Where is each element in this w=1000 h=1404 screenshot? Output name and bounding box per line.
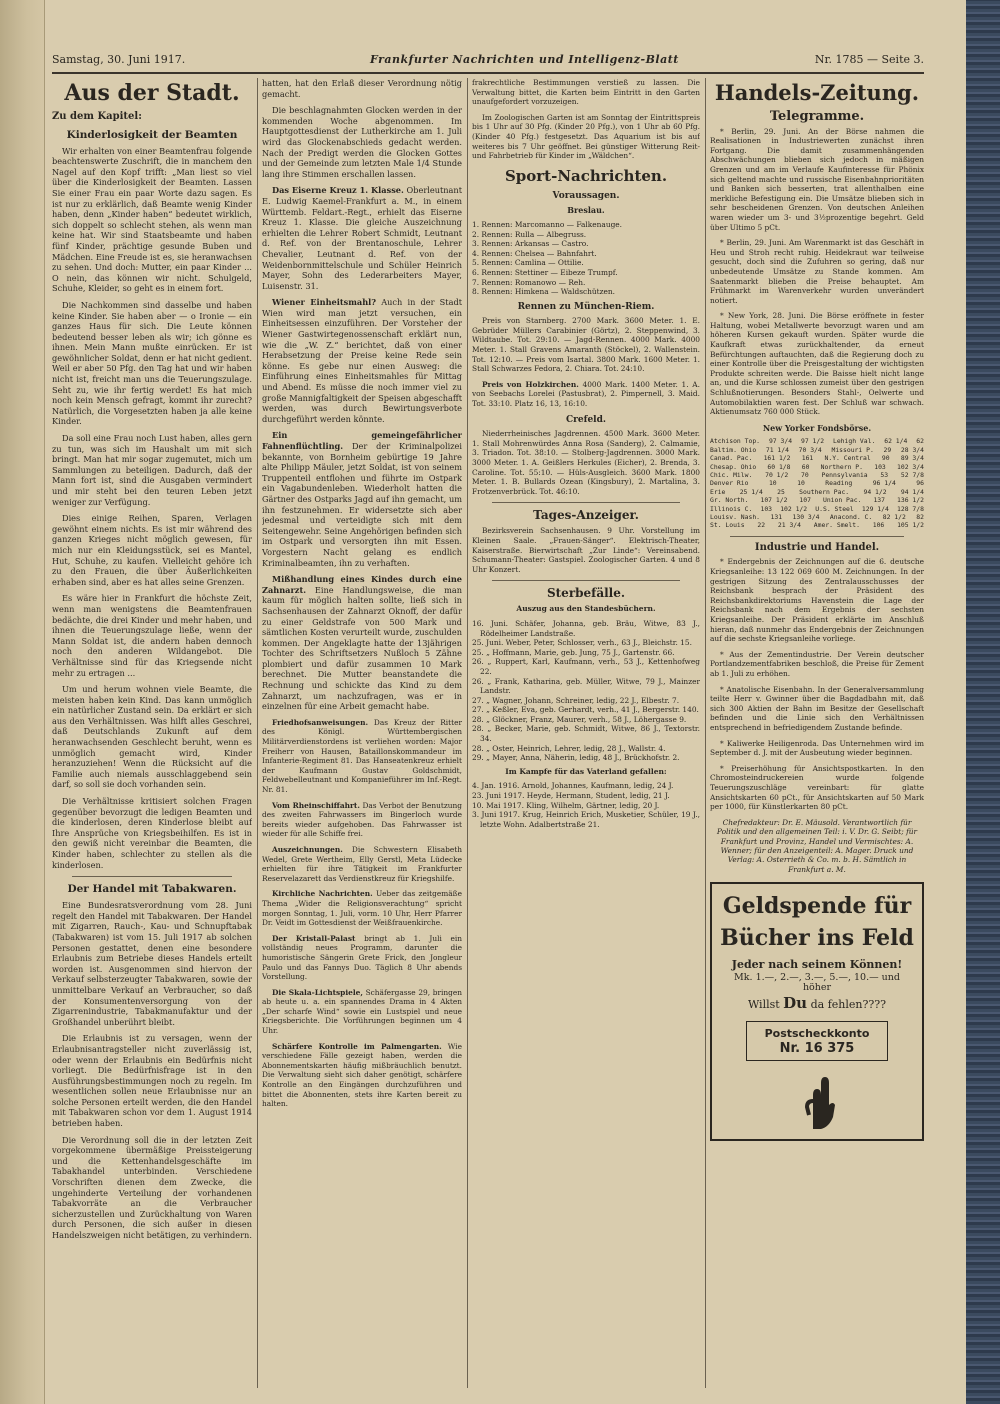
stock-quote-cell: St. Louis xyxy=(710,521,745,530)
race-tip-item: 5. Rennen: Camlina — Ottilie. xyxy=(472,258,584,268)
advertisement-book-donation xyxy=(710,882,924,1141)
article-text: Die Schwestern Elisabeth Wedel, Grete Wertheim, Elly Gerstl, Meta Lüdecke erhielten für ihre Tätigkeit im Frankfurter Reservelazarett das Verdienstkreuz für Kriegshilfe. xyxy=(262,844,462,883)
article-run-in-head: Kirchliche Nachrichten. xyxy=(272,889,373,899)
race-tips-list xyxy=(472,220,700,297)
race-tip-item: 3. Rennen: Arkansas — Castro. xyxy=(472,239,589,249)
article-paragraph: Dies einige Reihen, Sparen, Verlagen gewöhnt einem nichts. Es ist mir während des ganzen Krieges nicht möglich gewesen, für mich nur ein Kleidungsstück, sei es Mantel, Hut, Schuhe, zu kaufen. Vielleicht gehöre ich zu den Frauen, die über Äußerlichkeiten erhaben sind, aber es hat alles seine Grenzen. xyxy=(52,513,252,587)
stock-quote-cell: 60 xyxy=(801,462,810,471)
stock-quote-row xyxy=(710,488,924,496)
stock-quote-cell: 25 1/4 xyxy=(739,487,763,496)
page-header xyxy=(52,50,924,74)
fallen-soldiers-list xyxy=(472,781,700,829)
stock-quote-cell: 96 xyxy=(916,479,924,488)
book-binding xyxy=(966,0,1000,1404)
ad-headline: Geldspende für xyxy=(722,893,912,920)
stock-quote-cell: Gr. North. xyxy=(710,496,749,505)
stock-quote-cell: Amer. Smelt. xyxy=(813,521,860,530)
ad-question-pre: Willst xyxy=(747,997,780,1011)
stock-quote-row xyxy=(710,437,924,445)
stock-quote-cell: 136 1/2 xyxy=(897,496,924,505)
stock-quote-cell: Union Pac. xyxy=(822,496,862,505)
column-rule xyxy=(467,78,468,1388)
stock-quote-cell: 106 xyxy=(872,521,885,530)
stock-quote-cell: N.Y. Central xyxy=(824,454,871,463)
stock-quote-cell: 131 xyxy=(770,513,783,522)
column-3 xyxy=(472,78,700,1388)
stock-quote-cell: 102 1/2 xyxy=(780,504,808,513)
article-text: Oberleutnant E. Ludwig Kaemel-Frankfurt a. M., in einem Württemb. Feldart.-Regt., erhielt das Eiserne Kreuz 1. Klasse. Die gleiche Auszeichnung erhielten die Lehrer Robert Schmidt, Leutnant d. Ref. von der Brentanoschule, Lehrer Chevalier, Leutnant d. Ref. von der Weidenbornmittelschule und Schüler Heinrich Mayer, Sohn des Lederarbeiters Mayer, Luisenstr. 31. xyxy=(262,185,462,291)
stock-quote-cell: Pennsylvania xyxy=(821,471,868,480)
stock-quote-cell: 62 1/4 xyxy=(884,437,908,446)
article-run-in-head: Vom Rheinschiffahrt. xyxy=(272,800,360,810)
subsection-title: Voraussagen. xyxy=(552,190,620,201)
article-paragraph xyxy=(262,574,462,712)
page-fold-edge xyxy=(0,0,45,1404)
death-notice-item: 27. „ Keßler, Eva, geb. Gerhardt, verh., 41 J., Bergerstr. 140. xyxy=(472,705,699,715)
article-run-in-head: Friedhofsanweisungen. xyxy=(272,717,369,727)
article-paragraph xyxy=(262,718,462,795)
race-tip-item: 4. Rennen: Chelsea — Bahnfahrt. xyxy=(472,248,597,258)
article-paragraph: Die beschlagnahmten Glocken werden in der kommenden Woche abgenommen. Im Hauptgottesdienst der Lutherkirche am 1. Juli wird das Glockenabschieds gedacht werden. Nach der Predigt werden die Glocken Gottes und der Gemeinde zum letzten Male 1/4 Stunde lang ihre Stimmen erschallen lassen. xyxy=(262,105,462,179)
article-paragraph xyxy=(262,185,462,291)
stock-quote-cell: Denver Rio xyxy=(710,479,749,488)
article-paragraph: * Preiserhöhung für Ansichtspostkarten. In den Chromosteindruckereien wurde folgende Teuerungszuschläge vereinbart: für glatte Ansichtskarten 60 pCt., für Ansichtskarten auf 50 Mark per 1000, für Künstlerkarten 80 pCt. xyxy=(710,763,924,812)
stock-quote-cell: 25 xyxy=(777,487,785,496)
stock-quote-cell: Atchison Top. xyxy=(710,437,761,446)
stock-quote-cell: Erie xyxy=(710,487,726,496)
subsection-title: Auszug aus den Standesbüchern. xyxy=(516,604,656,614)
stock-quote-cell: 82 1/2 xyxy=(882,513,906,522)
stock-quote-cell: Chic. Milw. xyxy=(710,471,753,480)
section-title-sport: Sport-Nachrichten. xyxy=(504,166,668,185)
stock-quote-cell: 103 xyxy=(874,462,886,471)
section-title-tages: Tages-Anzeiger. xyxy=(533,508,639,523)
article-paragraph: * New York, 28. Juni. Die Börse eröffnete in fester Haltung, wobei Metallwerte bevorzugt waren und am höheren Kursen gekauft wurden. Später wurde die Kaufkraft etwas zurückhaltender, da erneut Befürchtungen auftauchten, daß die Regierung doch zu einer Kontrolle über die Preisgestaltung der wichtigsten Produkte schreiten werde. Die Baisse hielt nicht lange an, und die Kurse schlossen zumeist über den gestrigen Schlußnotierungen. Besonders Stahl-, Oelwerte und Automobilaktien waren fest. Der Schluß war schwach. Aktienumsatz 760 000 Stück. xyxy=(710,311,924,417)
race-tip-item: 2. Rennen: Rulla — Albegruss. xyxy=(472,229,587,239)
stock-quote-cell: 21 3/4 xyxy=(777,521,801,530)
section-title-sterbe: Sterbefälle. xyxy=(546,586,626,601)
article-paragraph xyxy=(262,845,462,883)
stock-quote-row xyxy=(710,521,924,529)
subsection-place: Breslau. xyxy=(567,205,605,216)
article-paragraph: Im Zoologischen Garten ist am Sonntag der Eintrittspreis bis 1 Uhr auf 30 Pfg. (Kinder 20 Pfg.), von 1 Uhr ab 60 Pfg. (Kinder 40 Pfg.) festgesetzt. Das Aquarium ist bis auf weiteres bis 7 Uhr geöffnet. Bei günstiger Witterung Reit- und Fahrbetrieb für Kinder im „Wäldchen“. xyxy=(472,112,700,161)
stock-quote-row xyxy=(710,463,924,471)
article-headline: Kinderlosigkeit der Beamten xyxy=(66,128,238,141)
pointing-hand-icon xyxy=(787,1071,847,1131)
article-paragraph: frakrechtliche Bestimmungen verstieß zu lassen. Die Verwaltung bittet, die Karten beim Eintritt in den Garten unaufgefordert vorzuzeigen. xyxy=(472,78,700,107)
fallen-soldier-item: 3. Juni 1917. Krug, Heinrich Erich, Musketier, Schüler, 19 J., letzte Wohn. Adalbertstraße 21. xyxy=(472,810,700,829)
fallen-soldier-item: 4. Jan. 1916. Arnold, Johannes, Kaufmann, ledig, 24 J. xyxy=(472,781,674,791)
stock-quote-cell: 60 1/8 xyxy=(767,462,791,471)
stock-quote-cell: 103 xyxy=(760,504,773,513)
stock-quote-cell: 22 xyxy=(757,521,766,530)
stock-quote-cell: Missouri P. xyxy=(831,445,874,454)
subsection-title: Im Kampfe für das Vaterland gefallen: xyxy=(505,766,667,776)
column-1 xyxy=(52,78,252,1388)
death-notice-item: 29. „ Mayer, Anna, Näherin, ledig, 48 J., Brückhofstr. 2. xyxy=(472,753,680,763)
article-paragraph: Wir erhalten von einer Beamtenfrau folgende beachtenswerte Zuschrift, die in manchem den Nagel auf den Kopf trifft: „Man liest so viel über die Kinderlosigkeit der Beamten. Lassen Sie einer Frau ein paar Worte dazu sagen. Es ist nur zu erklärlich, daß Beamte wenig Kinder haben, denn „Kinder haben“ bedeutet wirklich, sich doppelt so schlecht stehen, als wenn man keine hat. Wir sind Staatsbeamte und haben fünf Kinder, prächtige gesunde Buben und Mädchen. Eine Freude ist es, sie heranwachsen zu sehen. Und doch: Mutter, ein paar Kinder ... O nein, das können wir nicht. Schulgeld, Schuhe, Kleider, so geht es in einem fort. xyxy=(52,145,252,294)
death-notice-item: 28. „ Glöckner, Franz, Maurer, verh., 58 J., Löhergasse 9. xyxy=(472,714,687,724)
ad-question-post: da fehlen???? xyxy=(810,997,887,1011)
stock-quote-cell: 70 xyxy=(800,471,809,480)
race-tip-item: 8. Rennen: Himkena — Waldschützen. xyxy=(472,287,616,297)
stock-quote-cell: 82 xyxy=(916,513,924,522)
race-results xyxy=(472,380,700,409)
article-text: Ueber das zeitgemäße Thema „Wider die Religionsverachtung“ spricht morgen Sonntag, 1. Juli, vorm. 10 Uhr, Herr Pfarrer Dr. Veidt im Gottesdienst der Weißfrauenkirche. xyxy=(262,889,462,928)
article-paragraph xyxy=(262,934,462,982)
divider xyxy=(492,580,680,581)
stock-quote-cell: 107 xyxy=(799,496,811,505)
stock-quote-cell: 71 1/4 xyxy=(765,445,789,454)
stock-quote-cell: 107 1/2 xyxy=(760,496,788,505)
article-run-in-head: Ein gemeingefährlicher Fahnenflüchtling. xyxy=(262,430,462,451)
stock-quote-cell: Southern Pac. xyxy=(799,487,850,496)
daily-listings: Bezirksverein Sachsenhausen. 9 Uhr. Vorstellung im Kleinen Saale. „Frauen-Sänger“. Elektrisch-Theater, Kaiserstraße. Bierwirtschaft „Zur Linde“: Vereinsabend. Schumann-Theater: Gastspiel. Zoologischer Garten. 4 und 8 Uhr Konzert. xyxy=(472,526,700,574)
stock-quote-cell: U.S. Steel xyxy=(815,504,854,513)
article-paragraph xyxy=(262,889,462,927)
stock-quote-cell: 29 xyxy=(883,445,892,454)
death-notice-item: 28. „ Oster, Heinrich, Lehrer, ledig, 28 J., Wallstr. 4. xyxy=(472,743,666,753)
race-name: Preis von Holzkirchen. xyxy=(482,379,579,389)
stock-quote-row xyxy=(710,513,924,521)
stock-quote-cell: 102 3/4 xyxy=(897,462,924,471)
death-notice-item: 26. „ Frank, Katharina, geb. Müller, Witwe, 79 J., Mainzer Landstr. xyxy=(472,676,700,696)
stock-quote-cell: Canad. Pac. xyxy=(710,454,753,463)
stock-quote-cell: Reading xyxy=(825,479,853,488)
article-text: Der der Kriminalpolizei bekannte, von Bornheim gebürtige 19 Jahre alte Philipp Mäuler, jetzt Soldat, ist von seinem Truppenteil entflohen und führte im Ostpark ein Vagabundenleben. Wiederholt hatten die Gärtner des Ostparks Jagd auf ihn gemacht, um ihn festzunehmen. Er widersetzte sich aber jedesmal und verteidigte sich mit dem Seitengewehr. Seine Angehörigen befinden sich im Ostpark und versorgten ihn mit Essen. Vorgestern Nacht gelang es endlich Kriminalbeamten, ihn zu verhaften. xyxy=(262,441,462,568)
ad-question xyxy=(720,993,914,1012)
race-tip-item: 1. Rennen: Marcomanno — Falkenauge. xyxy=(472,219,623,229)
article-paragraph xyxy=(262,801,462,839)
ad-amounts: Mk. 1.—, 2.—, 3.—, 5.—, 10.— und höher xyxy=(734,971,900,994)
stock-quote-cell: Anacond. C. xyxy=(829,513,873,522)
death-notice-item: 16. Juni. Schäfer, Johanna, geb. Bräu, Witwe, 83 J., Rödelheimer Landstraße. xyxy=(472,618,700,638)
article-run-in-head: Schärfere Kontrolle im Palmengarten. xyxy=(272,1041,442,1051)
ad-question-emphasis: Du xyxy=(783,993,808,1012)
divider xyxy=(72,876,232,877)
article-paragraph: Die Nachkommen sind dasselbe und haben keine Kinder. Sie haben aber — o Ironie — ein ganzes Haus für sich. Die Leute können bedeutend besser leben als wir; ich gönne es ihnen. Mein Mann mußte einrücken. Er ist gewöhnlicher Soldat, denn er hat nicht gedient. Weil er aber 50 Pfg. den Tag hat und wir haben nicht ist, freicht man uns die Teuerungszulage. Seht zu, wie ihr fertig werdet! Es hat mich noch kein Mensch gefragt, kommt ihr zurecht? Natürlich, die Vorgesetzten haben ja alle keine Kinder. xyxy=(52,299,252,427)
stock-quote-cell: 52 7/8 xyxy=(900,471,924,480)
article-paragraph: Die Verhältnisse kritisiert solchen Fragen gegenüber bevorzugt die ledigen Beamten und die kinderlosen, deren Kinderlose bleibt auf Ihre Ansprüche von Kriegsbeihilfen. Es ist in den gewiß nicht vereinbar die Beamten, die Kinder haben, schlechter zu stellen als die kinderlosen. xyxy=(52,796,252,870)
stock-quote-cell: 28 3/4 xyxy=(900,445,924,454)
stock-quote-cell: 97 1/2 xyxy=(800,437,825,446)
subsection-title: Telegramme. xyxy=(769,109,865,124)
ad-account-box xyxy=(746,1021,889,1061)
stock-quote-cell: Baltim. Ohio xyxy=(710,445,757,454)
divider xyxy=(492,502,680,503)
stock-quote-cell: Lehigh Val. xyxy=(832,437,876,446)
death-notice-item: 28. „ Becker, Marie, geb. Schmidt, Witwe, 86 J., Textorstr. 34. xyxy=(472,724,700,744)
article-paragraph: * Berlin, 29. Juni. An der Börse nahmen die Realisationen in Industriewerten zunächst ihren Fortgang. Die damit zusammenhängenden Abschwächungen blieben sich jedoch in mäßigen Grenzen und am im Verlaufe Kaufinteresse für Phönix sich geltend machte und russische Eisenbahnprioritäten und Banken sich besserten, trat allenthalben eine merkliche Befestigung ein. Die Umsätze blieben sich in sehr bescheidenen Grenzen. Von deutschen Anleihen waren wieder um 3- und 3½prozentige begehrt. Geld über Ultimo 5 pCt. xyxy=(710,126,924,232)
article-paragraph: hatten, hat den Erlaß dieser Verordnung nötig gemacht. xyxy=(262,78,462,99)
stock-quote-cell: 62 xyxy=(916,437,924,446)
article-text: Eine Handlungsweise, die man kaum für möglich halten sollte, ließ sich in Sachsenhausen der Zahnarzt Oknoff, der dafür zu einer Geldstrafe von 500 Mark und sämtlichen Kosten verurteilt wurde, zuschulden kommen. Der Angeklagte hatte der 13jährigen Tochter des Schriftsetzers Nußloch 5 Zähne plombiert und dafür zusammen 10 Mark berechnet. Die Mutter beanstandete die Rechnung und schickte das Kind zu dem Zahnarzt, um nachzufragen, was er in einzelnen für eine Arbeit gemacht habe. xyxy=(262,584,462,712)
article-paragraph xyxy=(262,297,462,424)
article-paragraph xyxy=(262,430,462,568)
stock-quote-cell: 130 3/4 xyxy=(792,513,820,522)
stock-quote-cell: 129 1/4 xyxy=(861,504,889,513)
race-tip-item: 7. Rennen: Romanowo — Reh. xyxy=(472,277,586,287)
article-paragraph: * Aus der Zementindustrie. Der Verein deutscher Portlandzementfabriken beschloß, die Preise für Zement ab 1. Juli zu erhöhen. xyxy=(710,649,924,678)
article-run-in-head: Mißhandlung eines Kindes durch eine Zahnarzt. xyxy=(262,574,462,595)
stock-quote-cell: 96 1/4 xyxy=(872,479,896,488)
column-4 xyxy=(710,78,924,1388)
article-text: Das Verbot der Benutzung des zweiten Fahrwassers im Bingerloch wurde bereits wieder aufgehoben. Das Fahrwasser ist wieder für alle Schiffe frei. xyxy=(262,800,462,839)
article-paragraph: Die Erlaubnis ist zu versagen, wenn der Erlaubnisantragsteller nicht zuverlässig ist, oder wenn der Erlaubnis ein Bedürfnis nicht vorliegt. Die Bedürfnisfrage ist in den Ausführungsbestimmungen noch zu regeln. Im wesentlichen sollen neue Erlaubnisse nur an solche Personen erteilt werden, die den Handel mit Tabakwaren schon vor dem 1. August 1914 betrieben haben. xyxy=(52,1033,252,1129)
stock-quote-cell: 128 7/8 xyxy=(897,504,924,513)
stock-quote-row xyxy=(710,454,924,462)
article-paragraph: Die Verordnung soll die in der letzten Zeit vorgekommene übermäßige Preissteigerung und die Kettenhandelsgeschäfte im Tabakhandel unterbinden. Verschiedene Vorschriften dienen dem Zwecke, die ungehinderte Verteilung der vorhandenen Tabakvorräte an die Verbraucher sicherzustellen und Zurückhaltung von Waren durch Personen, die sich außer in diesen Handelszweigen nicht betätigen, zu verhindern. xyxy=(52,1134,252,1240)
article-paragraph: * Anatolische Eisenbahn. In der Generalversammlung teilte Herr v. Gwinner über die Bagdadbahn mit, daß sich 300 Aktien der Bahn im Besitze der Gesellschaft befinden und die Linie sich den Verhältnissen entsprechend in befriedigendem Zustande befinde. xyxy=(710,684,924,732)
race-results: Niederrheinisches Jagdrennen. 4500 Mark. 3600 Meter. 1. Stall Mohrenwürdes Anna Rosa (Sanderg), 2. Calmamie, 3. Triadon. Tot. 38:10. — Stolberg-Jagdrennen. 3000 Mark. 3000 Meter. 1. A. Geißlers Herkules (Eicher), 2. Brenda, 3. Caroline. Tot. 55:10. — Hüls-Ausgleich. 3600 Mark. 1800 Meter. 1. B. Bullards Ozean (Kingsbury), 2. Martalina, 3. Frotzenverbrück. Tot. 46:10. xyxy=(472,429,700,496)
stock-quote-cell: 90 xyxy=(881,454,890,463)
stock-quote-cell: 89 3/4 xyxy=(900,454,924,463)
stock-quote-row xyxy=(710,479,924,487)
section-title-stadt: Aus der Stadt. xyxy=(64,80,240,106)
stock-quote-cell: 10 xyxy=(797,479,805,488)
stock-quote-cell: 105 1/2 xyxy=(897,521,924,530)
ad-headline: Bücher ins Feld xyxy=(720,925,914,952)
stock-quote-cell: 53 xyxy=(880,471,889,480)
article-paragraph: Da soll eine Frau noch Lust haben, alles gern zu tun, was sich im Haushalt um mit sich bringt. Man hat mir sogar zugemutet, mich um Sammlungen zu beteiligen. Dadurch, daß der Mann fort ist, sind die Ausgaben vermindert und mir steht bei den teuren Leben jetzt weniger zur Verfügung. xyxy=(52,433,252,507)
article-text: bringt ab 1. Juli ein vollständig neues Programm, darunter die humoristische Sängerin Grete Frick, den Jongleur Paulo und das Fannys Duo. Täglich 8 Uhr abends Vorstellung. xyxy=(262,933,462,982)
article-paragraph xyxy=(262,988,462,1036)
article-paragraph: * Berlin, 29. Juni. Am Warenmarkt ist das Geschäft in Heu und Stroh recht ruhig. Heidekraut war teilweise gesucht, doch sind die Zufuhren so gering, daß nur unbedeutende Umsätze zu Stande kommen. Am Saatenmarkt blieben die Preise behauptet. Am Frühmarkt im Warenverkehr wurden unverändert notiert. xyxy=(710,238,924,305)
ad-slogan: Jeder nach seinem Können! xyxy=(731,958,903,972)
race-tip-item: 6. Rennen: Stettiner — Eibeze Trumpf. xyxy=(472,267,618,277)
stock-quote-cell: 137 xyxy=(873,496,885,505)
subsection-title: Industrie und Handel. xyxy=(754,541,880,553)
header-date: Samstag, 30. Juni 1917. xyxy=(52,53,186,66)
stock-quote-row xyxy=(710,496,924,504)
divider xyxy=(730,536,904,537)
stock-quote-cell: Northern P. xyxy=(820,462,863,471)
article-paragraph: Eine Bundesratsverordnung vom 28. Juni regelt den Handel mit Tabakwaren. Der Handel mit Zigarren, Rauch-, Kau- und Schnupftabak (Tabakwaren) ist vom 15. Juli 1917 ab solchen Personen gestattet, denen eine besondere Erlaubnis zum Betriebe dieses Handels erteilt worden ist. Ausgenommen sind hiervon der Verkauf selbsterzeugter Tabakwaren, sowie der unmittelbare Verkauf an Verbraucher, so daß der Konsumentenversorgung von der Zigarrenindustrie, Tabakmanufaktur und der Großhandel unberührt bleibt. xyxy=(52,900,252,1027)
stock-quote-row xyxy=(710,471,924,479)
subsection-title: Rennen zu München-Riem. xyxy=(517,301,655,312)
death-notice-item: 27. „ Wagner, Johann, Schreiner, ledig, 22 J., Elbestr. 7. xyxy=(472,695,680,705)
column-rule xyxy=(705,78,706,1388)
fallen-soldier-item: 10. Mai 1917. Kling, Wilhelm, Gärtner, ledig, 20 J. xyxy=(472,800,660,810)
article-paragraph: * Endergebnis der Zeichnungen auf die 6. deutsche Kriegsanleihe: 13 122 069 600 M. Zeichnungen. In der gestrigen Sitzung des Zentralausschusses der Reichsbank besprach der Präsident des Reichsbankdirektoriums Havenstein die Lage der Reichsbank nach dem Ergebnis der sechsten Kriegsanleihe. Der Präsident erklärte im Anschluß hieran, daß nunmehr das Endergebnis der Zeichnungen auf die sechste Kriegsanleihe vorliege. xyxy=(710,557,924,644)
stock-quote-cell: 70 1/2 xyxy=(765,471,789,480)
stock-quote-table xyxy=(710,437,924,529)
death-notice-item: 25. Juni. Weber, Peter, Schlosser, verh., 63 J., Bleichstr. 15. xyxy=(472,638,692,648)
stock-quote-cell: 94 1/2 xyxy=(863,487,887,496)
ad-account-label: Postscheckkonto xyxy=(764,1026,870,1040)
article-text: Das Kreuz der Ritter des Königl. Württembergischen Militärverdienstordens ist verliehen worden: Major Freiherr von Hausen, Bataillonskommandeur im Infanterie-Regiment 81. Das Hanseatenkreuz erhielt der Kaufmann Gustav Goldschmidt, Feldwebelleutnant und Kompanieführer im Inf.-Regt. Nr. 81. xyxy=(262,717,462,794)
column-2 xyxy=(262,78,462,1388)
article-text: Auch in der Stadt Wien wird man jetzt versuchen, ein Einheitsessen einzuführen. Der Vorsteher der Wiener Gastwirtegenossenschaft erklärt nun, wie die „W. Z.“ berichtet, daß von einer Herabsetzung der Preise keine Rede sein könne. Es gebe nur einen Ausweg: die Einführung eines Einheitsmahles für Mittag und Abend. Es müsse die noch immer viel zu große Mannigfaltigkeit der Speisen abgeschafft werden, was durch Bewirtungsverbote durchgeführt werden könnte. xyxy=(262,297,462,424)
race-results: Preis von Starnberg. 2700 Mark. 3600 Meter. 1. E. Gebrüder Müllers Carabinier (Görtz), 2. Steppenwind, 3. Wildtaube. Tot. 29:10. — Jagd-Rennen. 4000 Mark. 4000 Meter. 1. Stall Gravens Amaranth (Stöckel), 2. Wallenstein. Tot. 12:10. — Preis vom Isartal. 3800 Mark. 1600 Meter. 1. Stall Schwarzes Fedora, 2. Chiara. Tot. 24:10. xyxy=(472,316,700,374)
section-title-handel: Handels-Zeitung. xyxy=(714,80,920,105)
publisher-imprint: Chefredakteur: Dr. E. Mäusold. Verantwortlich für Politik und den allgemeinen Teil: i. V. Dr. G. Seibt; für Frankfurt und Provinz, Handel und Vermischtes: A. Wenner; für den Anzeigenteil: A. Mager. Druck und Verlag: A. Osterrieth & Co. m. b. H. Sämtlich in Frankfurt a. M. xyxy=(716,817,918,874)
death-notices-list xyxy=(472,619,700,763)
death-notice-item: 26. „ Ruppert, Karl, Kaufmann, verh., 53 J., Kettenhofweg 22. xyxy=(472,657,700,676)
stock-quote-row xyxy=(710,446,924,454)
article-paragraph: Es wäre hier in Frankfurt die höchste Zeit, wenn man wenigstens die Beamtenfrauen bedächte, die drei Kinder und mehr haben, und ihnen die Teuerungszulage ließe, wenn der Mann Soldat ist, die andern haben dennoch noch den anderen Wildangebot. Die Verhältnisse sind für das Kriegsende nicht mehr zu ertragen ... xyxy=(52,593,252,678)
article-headline: Der Handel mit Tabakwaren. xyxy=(67,883,237,896)
subsection-title: New Yorker Fondsbörse. xyxy=(762,422,872,433)
article-paragraph: Um und herum wohnen viele Beamte, die meisten haben kein Kind. Das kann unmöglich ein natürlicher Zustand sein. Da erklärt er sich aus den Verhältnissen. Was hilft alles Geschrei, daß Deutschlands Zukunft auf dem heranwachsenden Geschlecht beruht, wenn es unmöglich gemacht wird, Kinder heranzuziehen! Wenn die Rücksicht auf die Familie auch niemals ausschlaggebend sein darf, so soll sie doch vorhanden sein. xyxy=(52,684,252,790)
article-paragraph: * Kaliwerke Heiligenroda. Das Unternehmen wird im September d. J. mit der Ausbeutung wieder beginnen. xyxy=(710,738,924,758)
article-paragraph xyxy=(262,1042,462,1109)
article-text: Wie verschiedene Fälle gezeigt haben, werden die Abonnementskarten häufig mißbräuchlich benutzt. Die Verwaltung sieht sich daher genötigt, schärfere Kontrolle an den Eingängen durchzuführen und bittet die Abonnenten, stets ihre Karten bereit zu halten. xyxy=(262,1041,462,1109)
stock-quote-cell: 161 1/2 xyxy=(763,454,791,463)
column-rule xyxy=(257,78,258,1388)
race-result-text: 4000 Mark. 1400 Meter. 1. A. von Seebachs Lorelei (Pastusbrat), 2. Pimpernell, 3. Maid. Tot. 33:10. Platz 16, 13, 16:10. xyxy=(472,379,700,409)
article-run-in-head: Das Eiserne Kreuz 1. Klasse. xyxy=(272,185,404,196)
ad-account-number: Nr. 16 375 xyxy=(779,1040,855,1056)
stock-quote-cell: Louisv. Nash. xyxy=(710,513,761,522)
article-text: Schäfergasse 29, bringen ab heute u. a. ein spannendes Drama in 4 Akten „Der scharfe Wind“ sowie ein Lustspiel und neue Kriegsberichte. Die Vorführungen beginnen um 4 Uhr. xyxy=(262,987,462,1036)
stock-quote-cell: Chesap. Ohio xyxy=(710,462,757,471)
article-run-in-head: Auszeichnungen. xyxy=(272,844,343,854)
article-run-in-head: Die Skala-Lichtspiele, xyxy=(272,987,363,997)
header-masthead: Frankfurter Nachrichten und Intelligenz-Blatt xyxy=(370,53,679,66)
stock-quote-cell: 70 3/4 xyxy=(798,445,822,454)
stock-quote-cell: 94 1/4 xyxy=(900,487,924,496)
stock-quote-cell: 10 xyxy=(768,479,777,488)
stock-quote-cell: 161 xyxy=(801,454,814,463)
stock-quote-row xyxy=(710,505,924,513)
stock-quote-cell: 97 3/4 xyxy=(768,437,793,446)
stock-quote-cell: Illinois C. xyxy=(710,504,753,513)
subsection-title: Crefeld. xyxy=(565,414,607,425)
article-run-in-head: Wiener Einheitsmahl? xyxy=(272,297,377,308)
header-page-number: Nr. 1785 — Seite 3. xyxy=(814,53,924,66)
article-kicker: Zu dem Kapitel: xyxy=(52,111,142,122)
article-run-in-head: Der Kristall-Palast xyxy=(272,933,356,943)
fallen-soldier-item: 23. Juni 1917. Heyde, Hermann, Student, ledig, 21 J. xyxy=(472,791,670,801)
death-notice-item: 25. „ Hoffmann, Marie, geb. Jung, 75 J., Gartenstr. 66. xyxy=(472,647,675,657)
